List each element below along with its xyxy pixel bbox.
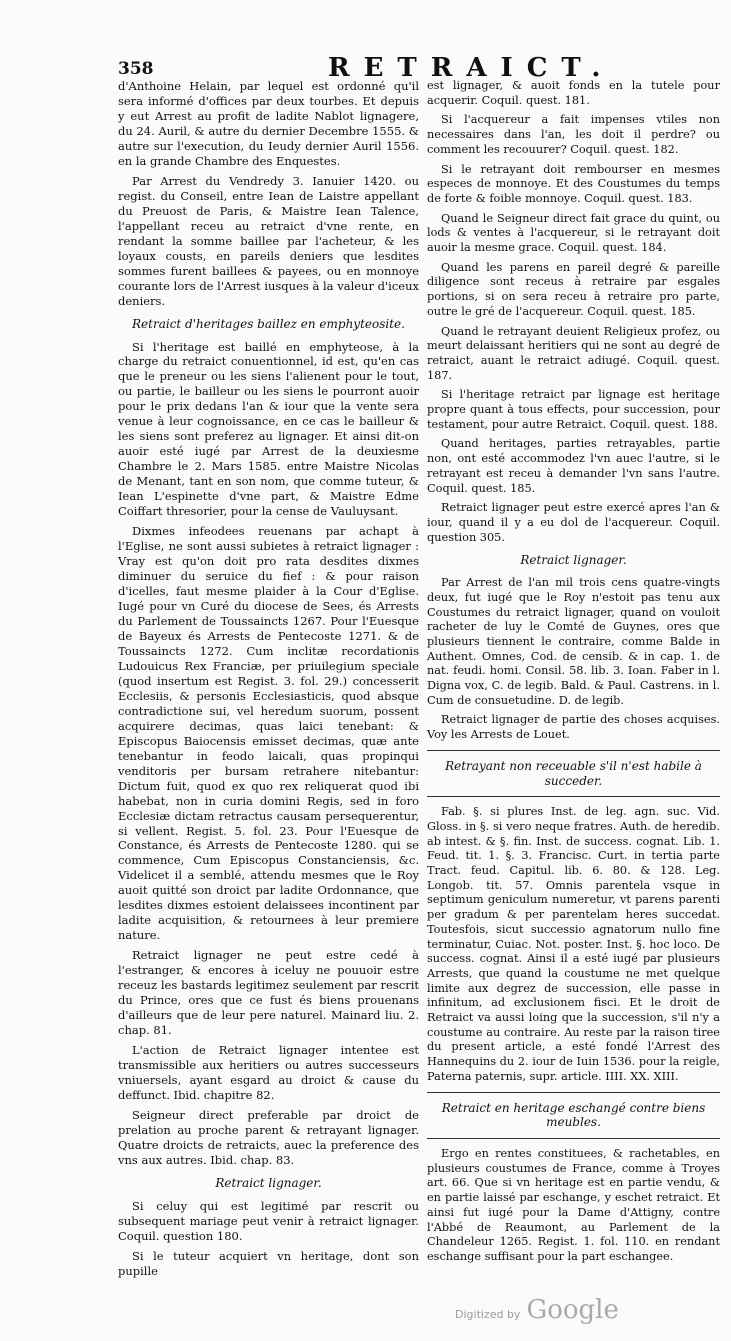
section-heading: Retrayant non receuable s'il n'est habile à succeder.: [445, 758, 702, 788]
right-column: [427, 79, 720, 1270]
watermark-prefix: Digitized by: [455, 1308, 521, 1321]
running-title: RETRAICT.: [328, 53, 615, 83]
section-heading: Retraict en heritage eschangé contre biens meubles.: [441, 1100, 706, 1130]
paragraph: Quand le retrayant deuient Religieux profez, ou meurt delaissant heritiers qui ne sont au degré de retraict, auant le retraict adiugé. Coquil. quest. 187.: [427, 324, 720, 382]
paragraph: Quand le Seigneur direct fait grace du quint, ou lods & ventes à l'acquereur, si le retrayant doit auoir la mesme grace. Coquil. quest. 184.: [427, 211, 720, 255]
paragraph: Si celuy qui est legitimé par rescrit ou subsequent mariage peut venir à retraict lignager. Coquil. question 180.: [118, 1198, 419, 1243]
digitized-watermark: [455, 1295, 619, 1325]
paragraph: Si le tuteur acquiert vn heritage, dont son pupille: [118, 1248, 419, 1278]
paragraph: Retraict lignager ne peut estre cedé à l'estranger, & encores à iceluy ne pouuoir estre receuz les bastards legitimez seulement par rescrit du Prince, ores que ce fust és biens prouenans d'ailleurs que de leur pere naturel. Mainard liu. 2. chap. 81.: [118, 948, 419, 1038]
paragraph: Ergo en rentes constituees, & rachetables, en plusieurs coustumes de France, comme à Troyes art. 66. Que si vn heritage est en partie vendu, & en partie laissé par eschange, y eschet retraict. Et ainsi fut iugé pour la Dame d'Attigny, contre l'Abbé de Reaumont, au Parlement de la Chandeleur 1265. Regist. 1. fol. 110. en rendant eschange suffisant pour la part eschangee.: [427, 1147, 720, 1263]
divider: [427, 1092, 720, 1093]
section-heading: Retraict lignager.: [215, 1175, 322, 1190]
divider: [427, 750, 720, 751]
paragraph: Si l'heritage est baillé en emphyteose, à la charge du retraict conuentionnel, id est, qu'en cas que le preneur ou les siens l'alienent pour le tout, ou partie, le bailleur ou les siens le pourront auoir pour le prix dedans l'an & iour que la vente sera venue à leur cognoissance, en ce cas le bailleur & les siens sont preferez au lignager. Et ainsi dit-on auoir esté iugé par Arrest de la deuxiesme Chambre le 2. Mars 1585. entre Maistre Nicolas de Menant, tant en son nom, que comme tuteur, & Iean L'espinette d'vne part, & Maistre Edme Coiffart thresorier, pour la cense de Vauluysant.: [118, 339, 419, 519]
paragraph: L'action de Retraict lignager intentee est transmissible aux heritiers ou autres successeurs vniuersels, ayant esgard au droict & cause du deffunct. Ibid. chapitre 82.: [118, 1043, 419, 1102]
paragraph: Seigneur direct preferable par droict de prelation au proche parent & retrayant lignager. Quatre droicts de retraicts, auec la preference des vns aux autres. Ibid. chap. 83.: [118, 1107, 419, 1167]
paragraph: Retraict lignager peut estre exercé apres l'an & iour, quand il y a eu dol de l'acquereur. Coquil. question 305.: [427, 501, 720, 544]
left-column: [118, 79, 419, 1284]
page-number: 358: [118, 59, 154, 79]
divider: [427, 796, 720, 797]
paragraph: Fab. §. si plures Inst. de leg. agn. suc. Vid. Gloss. in §. si vero neque fratres. Auth. de heredib. ab intest. & §. fin. Inst. de success. cognat. Lib. 1. Feud. tit. 1. §. 3. Francisc. Curt. in tertia parte Tract. feud. Capitul. lib. 6. 80. & 128. Leg. Longob. tit. 57. Omnis parentela vsque in septimum geniculum numeretur, vt parens parenti per gradum & per parentelam heres succedat. Toutesfois, sicut successio agnatorum nullo fine terminatur, Cuiac. Not. poster. Inst. §. hoc loco. De success. cognat. Ainsi il a esté iugé par plusieurs Arrests, que quand la coustume ne met quelque limite aux degrez de succession, elle passe in infinitum, ad exclusionem fisci. Et le droit de Retraict va aussi loing que la succession, s'il n'y a coustume au contraire. Au reste par la raison tiree du present article, a esté fondé l'Arrest des Hannequins du 2. iour de Iuin 1536. pour la reigle, Paterna paternis, supr. article. IIII. XX. XIII.: [427, 805, 720, 1083]
paragraph: Par Arrest de l'an mil trois cens quatre-vingts deux, fut iugé que le Roy n'estoit pas tenu aux Coustumes du retraict lignager, quand on vouloit racheter de luy le Comté de Guynes, ores que plusieurs tiennent le contraire, comme Balde in Authent. Omnes, Cod. de censib. & in cap. 1. de nat. feudi. homi. Consil. 58. lib. 3. Ioan. Faber in l. Digna vox, C. de legib. Bald. & Paul. Castrens. in l. Cum de consuetudine. D. de legib.: [427, 576, 720, 707]
paragraph: Par Arrest du Vendredy 3. Ianuier 1420. ou regist. du Conseil, entre Iean de Laistre appellant du Preuost de Paris, & Maistre Iean Talence, l'appellant receu au retraict d'vne rente, en rendant la somme baillee par l'acheteur, & les loyaux cousts, en pareils deniers que lesdites sommes furent baillees & payees, ou en monnoye courante lors de l'Arrest iusques à la valeur d'iceux deniers.: [118, 173, 419, 308]
paragraph: Si l'heritage retraict par lignage est heritage propre quant à tous effects, pour succession, pour testament, pour autre Retraict. Coquil. quest. 188.: [427, 388, 720, 431]
paragraph: d'Anthoine Helain, par lequel est ordonné qu'il sera informé d'offices par deux tourbes. Et depuis y eut Arrest au profit de ladite Nablot lignagere, du 24. Auril, & autre du dernier Decembre 1555. & autre sur l'execution, du Ieudy dernier Auril 1556. en la grande Chambre des Enquestes.: [118, 79, 419, 168]
paragraph: Quand heritages, parties retrayables, partie non, ont esté accommodez l'vn auec l'autre, si le retrayant est receu à demander l'vn sans l'autre. Coquil. quest. 185.: [427, 437, 720, 495]
paragraph: Dixmes infeodees reuenans par achapt à l'Eglise, ne sont aussi subietes à retraict lignager : Vray est qu'on doit pro rata desdites dixmes diminuer du seruice du fief : & pour raison d'icelles, faut mesme plaider à la Cour d'Eglise. Iugé pour vn Curé du diocese de Sees, és Arrests du Parlement de Toussaincts 1267. Pour l'Euesque de Bayeux és Arrests de Pentecoste 1271. & de Toussaincts 1272. Cum inclitæ recordationis Ludouicus Rex Franciæ, per priuilegium speciale (quod insertum est Regist. 3. fol. 29.) concesserit Ecclesiis, & personis Ecclesiasticis, quod absque contradictione sui, vel heredum suorum, possent acquirere decimas, quas laici tenebant: & Episcopus Baiocensis emisset decimas, quæ ante tenebantur in feodo laicali, quas propinqui venditoris per bursam retrahere nitebantur: Dictum fuit, quod ex quo rex reliquerat quod ibi habebat, non in curia domini Regis, sed in foro Ecclesiæ dictam retractus causam persequerentur, si vellent. Regist. 5. fol. 23. Pour l'Euesque de Constance, és Arrests de Pentecoste 1280. qui se commence, Cum Episcopus Constanciensis, &c. Videlicet il a semblé, attendu mesmes que le Roy auoit quitté son droict par ladite Ordonnance, que lesdites dixmes estoient delaissees incontinent par ladite acquisition, & retournees à leur premiere nature.: [118, 524, 419, 943]
paragraph: Retraict lignager de partie des choses acquises. Voy les Arrests de Louet.: [427, 713, 720, 742]
section-heading: Retraict lignager.: [520, 553, 627, 568]
paragraph: est lignager, & auoit fonds en la tutele pour acquerir. Coquil. quest. 181.: [427, 79, 720, 107]
divider: [427, 1138, 720, 1139]
paragraph: Quand les parens en pareil degré & pareille diligence sont receus à retraire par esgales portions, si on sera receu à retraire pro parte, outre le gré de l'acquereur. Coquil. quest. 185.: [427, 260, 720, 318]
paragraph: Si l'acquereur a fait impenses vtiles non necessaires dans l'an, les doit il perdre? ou comment les recouurer? Coquil. quest. 182.: [427, 113, 720, 156]
google-logo: Google: [526, 1295, 619, 1325]
section-heading: Retraict d'heritages baillez en emphyteosite.: [132, 316, 405, 331]
paragraph: Si le retrayant doit rembourser en mesmes especes de monnoye. Et des Coustumes du temps de forte & foible monnoye. Coquil. quest. 183.: [427, 162, 720, 205]
